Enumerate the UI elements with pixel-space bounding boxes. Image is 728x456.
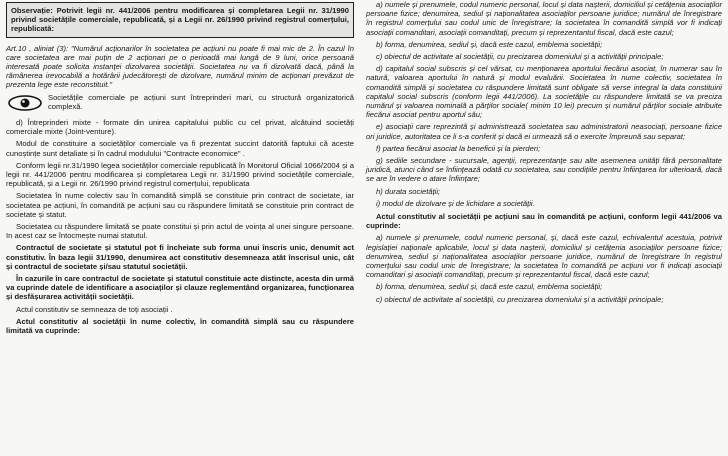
observation-box: Observație: Potrivit legii nr. 441/2006 pentru modificarea și completarea Legii nr. 31/1990 privind societățile comerciale, republicată, și a Legii nr. 26/1990 privind registrul comerțului, republicată: xyxy=(6,2,354,38)
article-10-paragraph: Art.10 , aliniat (3): "Numărul acționarilor în societatea pe acțiuni nu poate fi mai mic de 2. În cazul în care societatea are mai puțin de 2 acționari pe o perioadă mai lungă de 9 luni, orice persoană interesată poate solicita instanței dizolvarea societății. Societatea nu va fi dizolvată dacă, până la rămânerea irevocabilă a hotărârii judecătorești de dizolvare, numărul minim de acționari prevăzut de prezenta lege este reconstituit." xyxy=(6,43,354,90)
paragraph-law-reference: Conform legii nr.31/1990 legea societăților comerciale republicată în Monitorul Oficial 1066/2004 și a legii nr. 441/2006 pentru modificarea și completarea Legii nr. 31/1990 privind societățile comerciale, republicată, și a Legii nr. 26/1990 privind registrul comerțului, republicata xyxy=(6,160,354,189)
list-item-b1: b) forma, denumirea, sediul și, dacă este cazul, emblema societății; xyxy=(376,39,603,49)
eye-icon xyxy=(6,93,44,113)
list-item-d1: d) capitalul social subscris și cel vărsat, cu menționarea aportului fiecărui asociat, în numerar sau în natură, valoarea aportului în natură și modul evaluării. Societatea în nume colectiv, societatea în comandită simplă și societatea cu răspundere limitată sunt obligate să verse integral la data constituirii capitalul social subscris (conform legii 441/2006). La societățile cu răspundere limitată se va preciza numărul și valoarea nominală a părților sociale( minim 10 lei) precum și numărul părților sociale atribuite fiecărui asociat pentru aportul său; xyxy=(366,64,722,120)
section-heading-sa: Actul constitutiv al societății pe acțiuni sau în comandită pe acțiuni, conform legii 441/2006 va cuprinde: xyxy=(366,212,722,231)
left-column xyxy=(0,0,358,456)
paragraph-signature: Actul constitutiv se semneaza de toți asociații . xyxy=(16,304,173,314)
paragraph-single-person: Societatea cu răspundere limitată se poate constitui și prin actul de voința al unei singure persoane. In acest caz se întocmește numai statutul. xyxy=(6,222,354,241)
note-block xyxy=(6,93,354,114)
list-item-a2: a) numele și prenumele, codul numeric personal, și, dacă este cazul, echivalentul acestuia, potrivit legislației naționale aplicabile, locul și data nașterii, domiciliul și cetățenia asociaților persoane fizice; denumirea, sediul și naționalitatea asociaților persoane juridice, numărul de înregistrare în registrul comerțului sau codul unic de înregistrare; la societatea în comandită pe acțiuni vor fi indicați asociații comanditari și asociații comanditați, precum și reprezentantul fiscal, dacă este cazul; xyxy=(366,233,722,280)
note-text: Societățile comerciale pe acțiuni sunt întreprinderi mari, cu structură organizatorică complexă. xyxy=(48,92,354,111)
list-item-b2: b) forma, denumirea, sediul și, dacă este cazul, emblema societății; xyxy=(376,282,603,292)
list-item-g1: g) sediile secundare - sucursale, agenții, reprezentanțe sau alte asemenea unități fără personalitate juridică, atunci când se înființează odată cu societatea, sau condițiile pentru înființarea lor ulterioară, dacă se are în vedere o atare înființare; xyxy=(366,156,722,184)
paragraph-mixed-enterprises: d) Întreprinderi mixte - formate din unirea capitalului public cu cel privat, alcătuind societăți comerciale mixte (Joint-venture). xyxy=(6,118,354,137)
list-item-h1: h) durata societății; xyxy=(376,186,441,196)
list-item-e1: e) asociații care reprezintă și administrează societatea sau administratorii neasociați, persoane fizice ori juridice, autoritatea ce li s-a conferit și dacă ei urmează să o exercite împreună sau separat; xyxy=(366,122,722,141)
right-column xyxy=(362,0,728,456)
list-item-a1: a) numele și prenumele, codul numeric personal, locul și data nașterii, domiciliul și cetățenia asociaților persoane fizice; denumirea, sediul și naționalitatea asociaților persoane juridice; numărul de înregistrare în registrul comerțului sau codul unic de înregistrare; la societatea în comandită simplă vor fi indicați asociații comanditari, asociații comanditați, precum și reprezentantul fiscal, dacă este cazul; xyxy=(366,0,722,37)
list-item-f1: f) partea fiecărui asociat la beneficii și la pierderi; xyxy=(376,143,541,153)
paragraph-act-contents: Actul constitutiv al societății în nume colectiv, în comandită simplă sau cu răspundere limitată va cuprinde: xyxy=(6,316,354,336)
paragraph-constitution-mode: Modul de constituire a societăților comerciale va fi prezentat succint datorită faptului că aceste cunoștințe sunt detaliate și în cadrul modulului "Contracte economice" . xyxy=(6,139,354,158)
list-item-c2: c) obiectul de activitate al societății, cu precizarea domeniului și a activității principale; xyxy=(376,294,664,304)
list-item-i1: i) modul de dizolvare și de lichidare a societății. xyxy=(376,198,535,208)
list-item-c1: c) obiectul de activitate al societății, cu precizarea domeniului și a activității principale; xyxy=(376,52,664,62)
paragraph-distinct-acts: În cazurile în care contractul de societate și statutul constituie acte distincte, acesta din urmă va cuprinde datele de identificare a asociaților și clauze reglementând organizarea, funcționarea și desfășurarea activității societății. xyxy=(6,274,354,302)
paragraph-constitutive-act: Contractul de societate și statutul pot fi încheiate sub forma unui înscris unic, denumit act constitutiv. În baza legii 31/1990, denumirea act constitutiv desemneaza atât înscrisul unic, cât și contractul de societate și/sau statutul societății. xyxy=(6,243,354,271)
paragraph-company-types: Societatea în nume colectiv sau în comandită simplă se constituie prin contract de societate, iar societatea pe acțiuni, în comandită pe acțiuni sau cu răspundere limitată se constituie prin contract de societate și statut. xyxy=(6,191,354,219)
